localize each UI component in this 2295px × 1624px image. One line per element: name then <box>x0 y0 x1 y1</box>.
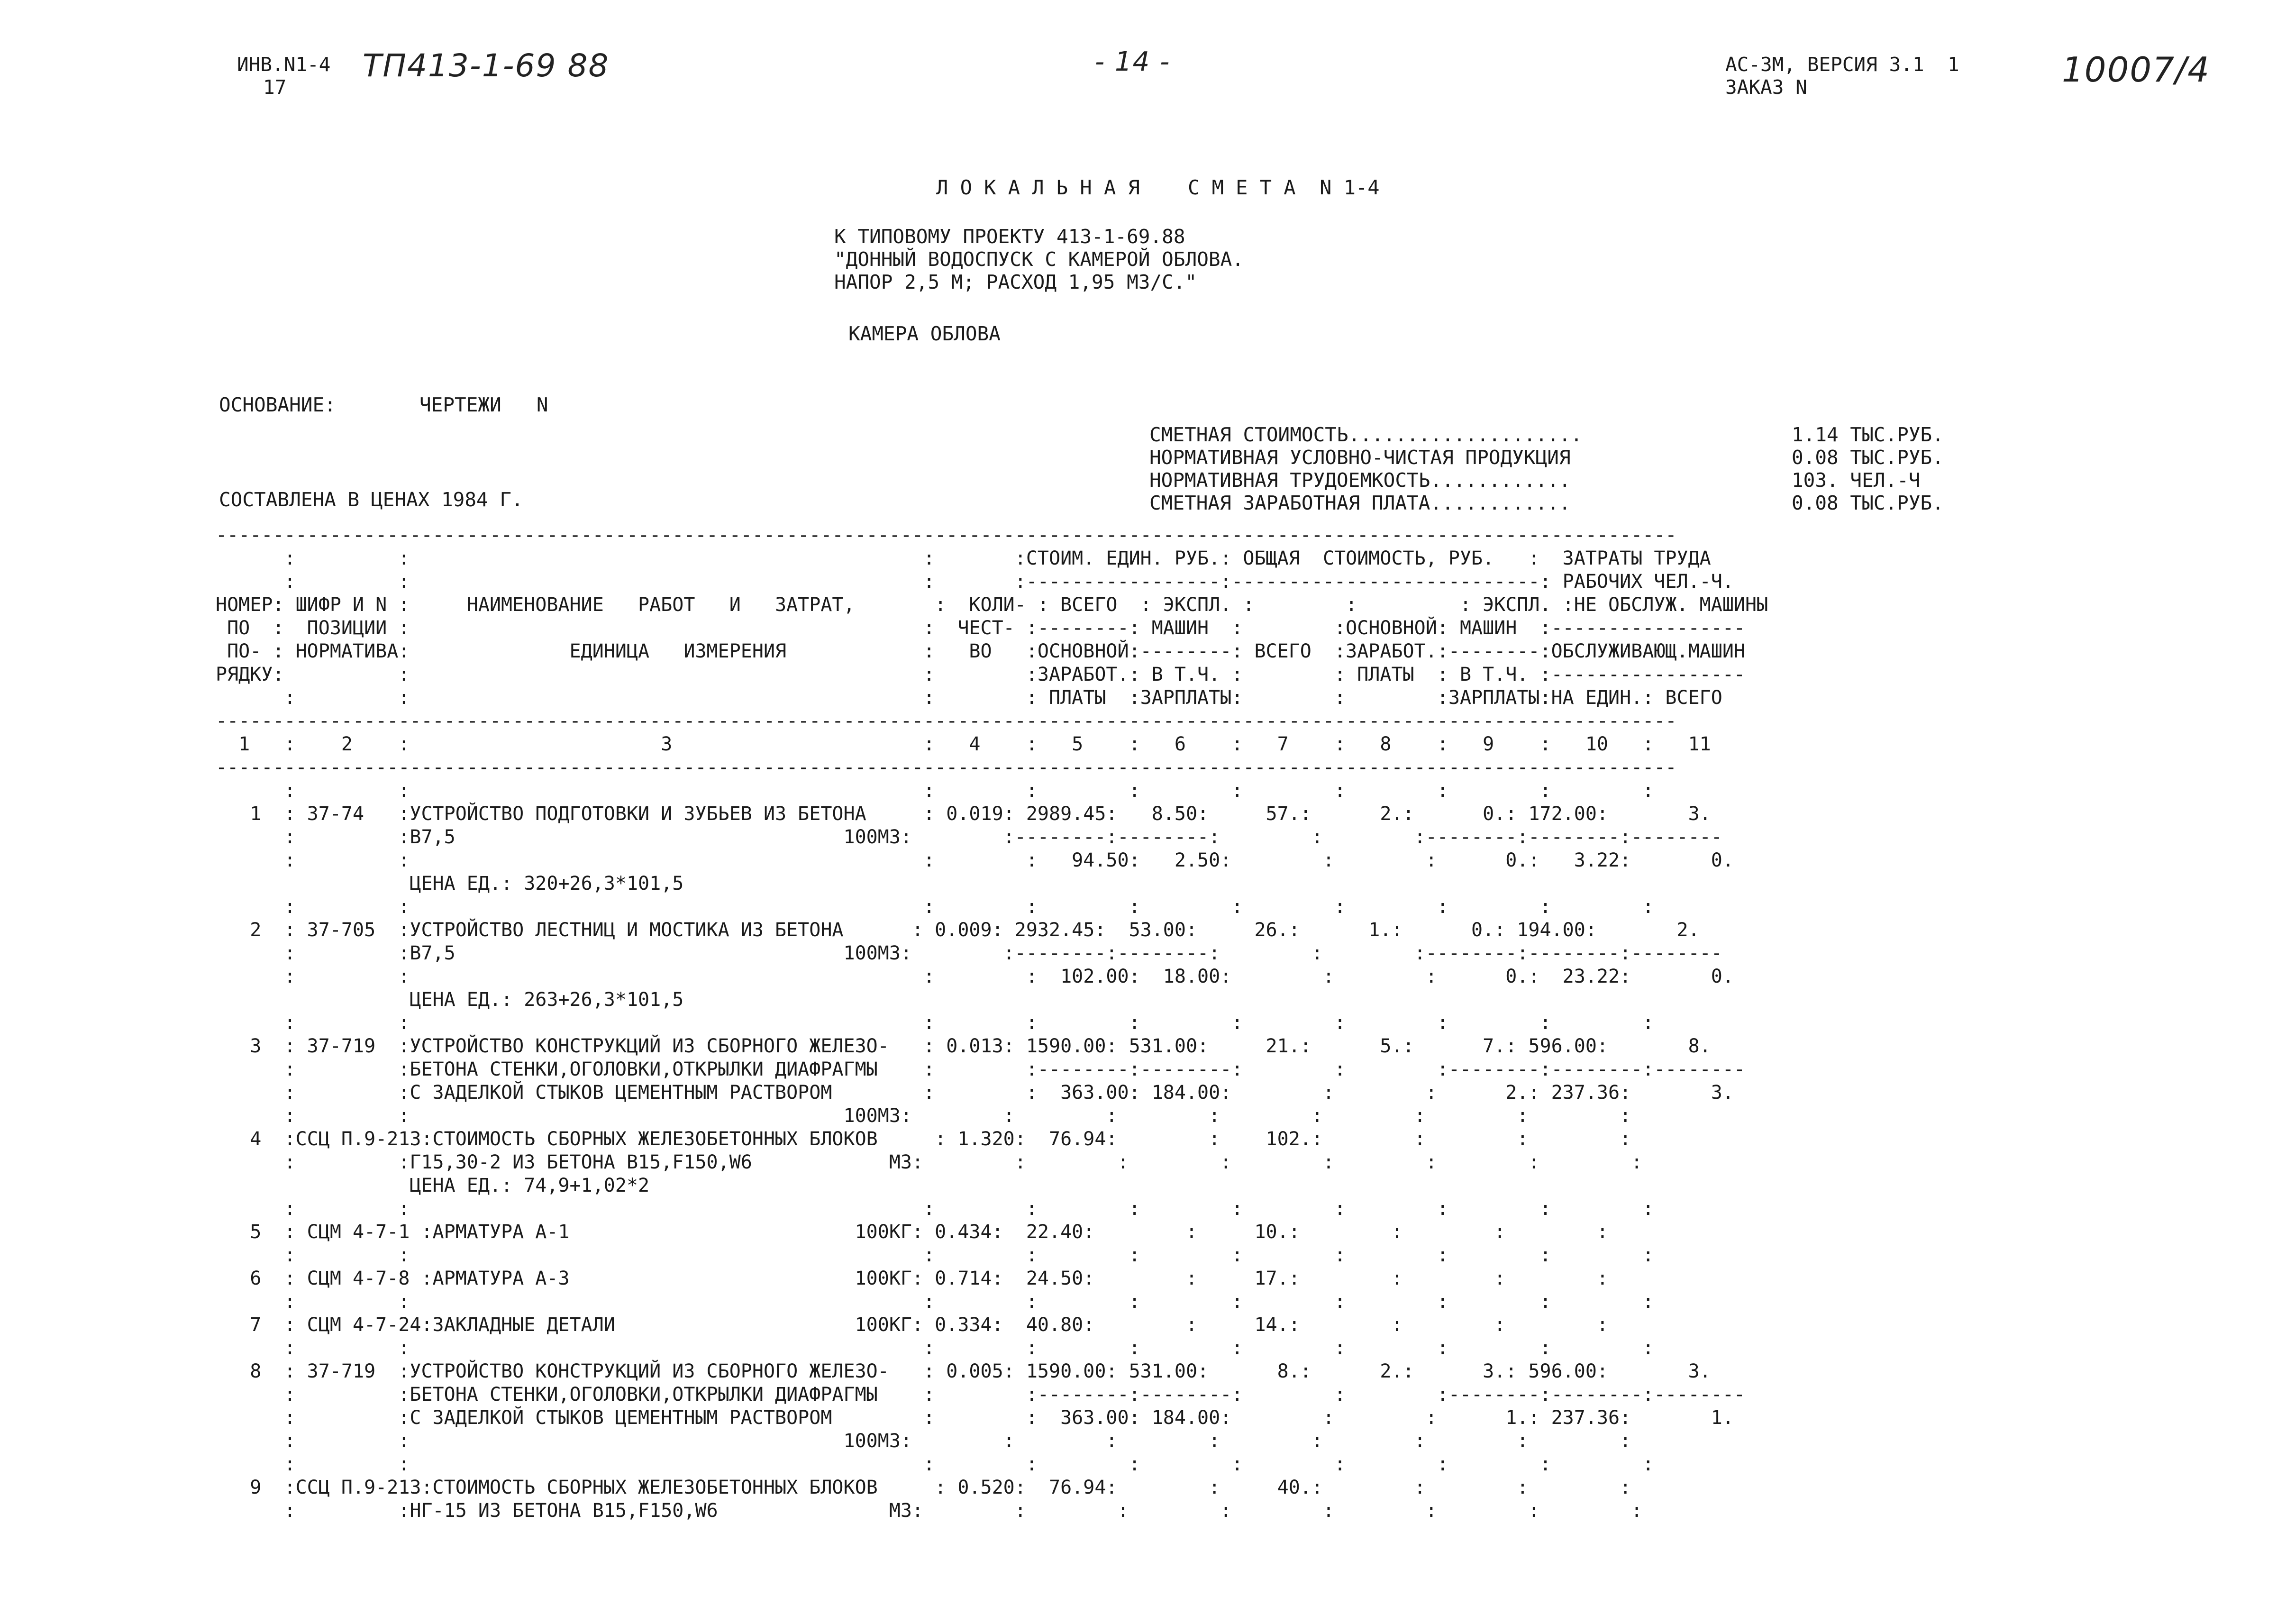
table-line: ЦЕНА ЕД.: 320+26,3*101,5 <box>216 873 684 894</box>
table-line: : : : : 94.50: 2.50: : : 0.: 3.22: 0. <box>216 849 1734 871</box>
table-line: : : : :-----------------:---------------------------: РАБОЧИХ ЧЕЛ.-Ч. <box>216 571 1734 593</box>
summary-label-1: СМЕТНАЯ СТОИМОСТЬ.................... <box>1149 423 1583 446</box>
table-line: 1 : 37-74 :УСТРОЙСТВО ПОДГОТОВКИ И ЗУБЬЕВ ИЗ БЕТОНА : 0.019: 2989.45: 8.50: 57.: 2.: 0.: 172.00: 3. <box>216 803 1711 825</box>
table-line: ЦЕНА ЕД.: 263+26,3*101,5 <box>216 989 684 1011</box>
table-line: : : 100М3: : : : : : : : <box>216 1105 1631 1127</box>
table-line: ПО- : НОРМАТИВА: ЕДИНИЦА ИЗМЕРЕНИЯ : ВО :ОСНОВНОЙ:--------: ВСЕГО :ЗАРАБОТ.:--------:ОБСЛУЖИВАЮЩ.МАШИН <box>216 640 1745 662</box>
table-line: : :Г15,30-2 ИЗ БЕТОНА В15,F150,W6 М3: : : : : : : : <box>216 1151 1643 1173</box>
section-name: КАМЕРА ОБЛОВА <box>848 322 1001 345</box>
table-line: : : : : : : : : : : <box>216 780 1654 802</box>
table-line: : : : : : : : : : : <box>216 896 1654 918</box>
table-line: : : 100М3: : : : : : : : <box>216 1430 1631 1452</box>
table-line: ЦЕНА ЕД.: 74,9+1,02*2 <box>216 1175 650 1196</box>
table-line: 8 : 37-719 :УСТРОЙСТВО КОНСТРУКЦИЙ ИЗ СБОРНОГО ЖЕЛЕЗО- : 0.005: 1590.00: 531.00: 8.: 2.: 3.: 596.00: 3. <box>216 1360 1711 1382</box>
table-line: : :БЕТОНА СТЕНКИ,ОГОЛОВКИ,ОТКРЫЛКИ ДИАФРАГМЫ : :--------:--------: : :--------:--------:-------- <box>216 1384 1745 1405</box>
table-line: : : : : : : : : : : <box>216 1291 1654 1313</box>
handwritten-document-id: 10007/4 <box>2062 50 2211 90</box>
system-version: АС-3М, ВЕРСИЯ 3.1 1 <box>1725 53 1959 76</box>
table-line: РЯДКУ: : : :ЗАРАБОТ.: В Т.Ч. : : ПЛАТЫ : В Т.Ч. :----------------- <box>216 664 1745 685</box>
page-number: - 14 - <box>1095 46 1171 77</box>
project-line-2: "ДОННЫЙ ВОДОСПУСК С КАМЕРОЙ ОБЛОВА. <box>834 248 1244 271</box>
table-line: 6 : СЦМ 4-7-8 :АРМАТУРА А-3 100КГ: 0.714: 24.50: : 17.: : : : <box>216 1268 1609 1289</box>
table-line: : : : : : : : : : : <box>216 1198 1654 1220</box>
table-line: 9 :ССЦ П.9-213:СТОИМОСТЬ СБОРНЫХ ЖЕЛЕЗОБЕТОННЫХ БЛОКОВ : 0.520: 76.94: : 40.: : : : <box>216 1477 1631 1498</box>
table-line: : : : : : : : : : : <box>216 1244 1654 1266</box>
table-line: 7 : СЦМ 4-7-24:ЗАКЛАДНЫЕ ДЕТАЛИ 100КГ: 0.334: 40.80: : 14.: : : : <box>216 1314 1609 1336</box>
table-line: 1 : 2 : 3 : 4 : 5 : 6 : 7 : 8 : 9 : 10 : 11 <box>216 733 1711 755</box>
table-line: : : : : : : : : : : <box>216 1453 1654 1475</box>
table-line: 3 : 37-719 :УСТРОЙСТВО КОНСТРУКЦИЙ ИЗ СБОРНОГО ЖЕЛЕЗО- : 0.013: 1590.00: 531.00: 21.: 5.: 7.: 596.00: 8. <box>216 1035 1711 1057</box>
table-line: : :БЕТОНА СТЕНКИ,ОГОЛОВКИ,ОТКРЫЛКИ ДИАФРАГМЫ : :--------:--------: : :--------:--------:-------- <box>216 1058 1745 1080</box>
table-line: : :В7,5 100М3: :--------:--------: : :--------:--------:-------- <box>216 942 1722 964</box>
project-line-1: К ТИПОВОМУ ПРОЕКТУ 413-1-69.88 <box>834 225 1185 248</box>
handwritten-project-code: ТП413-1-69 88 <box>363 47 610 84</box>
summary-value-3: 103. ЧЕЛ.-Ч <box>1792 469 1921 492</box>
table-line: : : : : ПЛАТЫ :ЗАРПЛАТЫ: : :ЗАРПЛАТЫ:НА ЕДИН.: ВСЕГО <box>216 687 1722 709</box>
summary-label-4: СМЕТНАЯ ЗАРАБОТНАЯ ПЛАТА............ <box>1149 492 1571 514</box>
table-line: : :С ЗАДЕЛКОЙ СТЫКОВ ЦЕМЕНТНЫМ РАСТВОРОМ : : 363.00: 184.00: : : 1.: 237.36: 1. <box>216 1407 1734 1429</box>
summary-value-4: 0.08 ТЫС.РУБ. <box>1792 492 1944 514</box>
table-line: : : : :СТОИМ. ЕДИН. РУБ.: ОБЩАЯ СТОИМОСТЬ, РУБ. : ЗАТРАТЫ ТРУДА <box>216 547 1711 569</box>
summary-value-1: 1.14 ТЫС.РУБ. <box>1792 423 1944 446</box>
inventory-number: ИНВ.N1-4 <box>237 53 331 76</box>
estimate-heading: Л О К А Л Ь Н А Я С М Е Т А N 1-4 <box>936 176 1380 199</box>
basis-label: ОСНОВАНИЕ: <box>219 393 336 416</box>
table-line: : : : : : : : : : : <box>216 1012 1654 1034</box>
project-line-3: НАПОР 2,5 М; РАСХОД 1,95 М3/С." <box>834 271 1197 293</box>
order-number: ЗАКАЗ N <box>1725 76 1807 99</box>
table-line: : :В7,5 100М3: :--------:--------: : :--------:--------:-------- <box>216 826 1722 848</box>
table-line: ПО : ПОЗИЦИИ : : ЧЕСТ- :--------: МАШИН : :ОСНОВНОЙ: МАШИН :----------------- <box>216 617 1745 639</box>
table-line: : : : : : : : : : : <box>216 1337 1654 1359</box>
table-line: -------------------------------------------------------------------------------------------------------------------------------- <box>216 757 1677 778</box>
basis-value: ЧЕРТЕЖИ N <box>419 393 548 416</box>
price-year: СОСТАВЛЕНА В ЦЕНАХ 1984 Г. <box>219 488 523 511</box>
inventory-sub: 17 <box>263 76 287 99</box>
summary-value-2: 0.08 ТЫС.РУБ. <box>1792 446 1944 469</box>
table-line: : :С ЗАДЕЛКОЙ СТЫКОВ ЦЕМЕНТНЫМ РАСТВОРОМ : : 363.00: 184.00: : : 2.: 237.36: 3. <box>216 1082 1734 1104</box>
table-line: 4 :ССЦ П.9-213:СТОИМОСТЬ СБОРНЫХ ЖЕЛЕЗОБЕТОННЫХ БЛОКОВ : 1.320: 76.94: : 102.: : : : <box>216 1128 1631 1150</box>
table-line: 5 : СЦМ 4-7-1 :АРМАТУРА А-1 100КГ: 0.434: 22.40: : 10.: : : : <box>216 1221 1609 1243</box>
table-line: -------------------------------------------------------------------------------------------------------------------------------- <box>216 524 1677 546</box>
table-line: : :НГ-15 ИЗ БЕТОНА В15,F150,W6 М3: : : : : : : : <box>216 1500 1643 1522</box>
table-line: НОМЕР: ШИФР И N : НАИМЕНОВАНИЕ РАБОТ И ЗАТРАТ, : КОЛИ- : ВСЕГО : ЭКСПЛ. : : : ЭКСПЛ. :НЕ ОБСЛУЖ. МАШИНЫ <box>216 594 1768 616</box>
summary-label-2: НОРМАТИВНАЯ УСЛОВНО-ЧИСТАЯ ПРОДУКЦИЯ <box>1149 446 1571 469</box>
table-line: -------------------------------------------------------------------------------------------------------------------------------- <box>216 710 1677 732</box>
estimate-table <box>216 524 1768 1523</box>
table-line: : : : : 102.00: 18.00: : : 0.: 23.22: 0. <box>216 966 1734 987</box>
summary-label-3: НОРМАТИВНАЯ ТРУДОЕМКОСТЬ............ <box>1149 469 1571 492</box>
table-line: 2 : 37-705 :УСТРОЙСТВО ЛЕСТНИЦ И МОСТИКА ИЗ БЕТОНА : 0.009: 2932.45: 53.00: 26.: 1.: 0.: 194.00: 2. <box>216 919 1700 941</box>
